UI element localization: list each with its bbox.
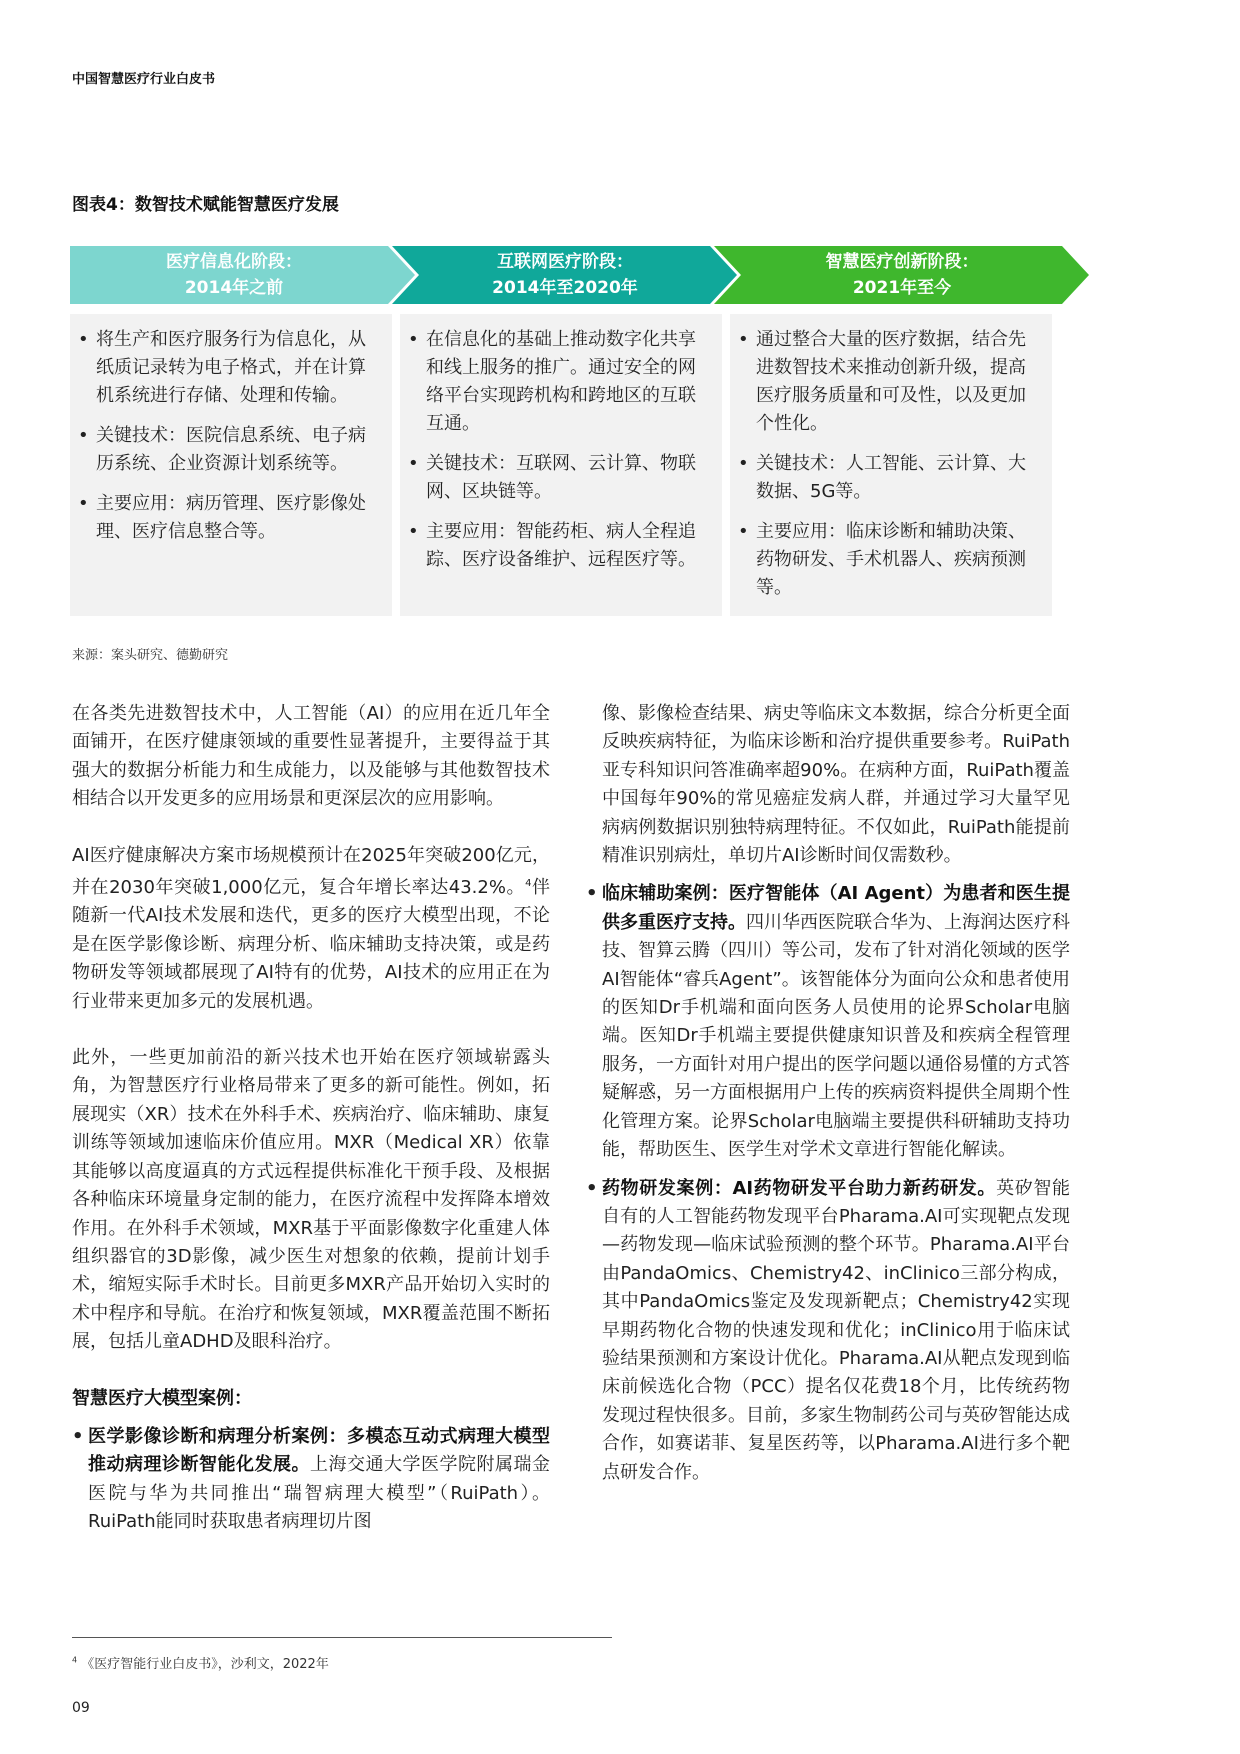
stage-3-details xyxy=(730,314,1052,616)
case-item-3 xyxy=(586,1175,1070,1487)
stage-2-label xyxy=(406,246,724,304)
stage-2-details xyxy=(400,314,722,616)
stage-3-label xyxy=(728,246,1076,304)
list-item: • 主要应用：临床诊断和辅助决策、药物研发、手术机器人、疾病预测等。 xyxy=(756,518,1042,602)
footnote-text: 《医疗智能行业白皮书》，沙利文，2022年 xyxy=(81,1657,329,1672)
figure-title: 图表4：数智技术赋能智慧医疗发展 xyxy=(72,195,339,215)
list-item: • 在信息化的基础上推动数字化共享和线上服务的推广。通过安全的网络平台实现跨机构和跨地区的互联互通。 xyxy=(426,326,712,438)
list-item: • 主要应用：病历管理、医疗影像处理、医疗信息整合等。 xyxy=(96,490,382,546)
footnote-ref: 4 xyxy=(525,878,532,890)
case-2-text: 四川华西医院联合华为、上海润达医疗科技、智算云腾（四川）等公司，发布了针对消化领域的医学AI智能体“睿兵Agent”。该智能体分为面向公众和患者使用的医知Dr手机端和面向医务人员使用的论界Scholar电脑端。医知Dr手机端主要提供健康知识普及和疾病全程管理服务，一方面针对用户提出的医学问题以通俗易懂的方式答疑解惑，另一方面根据用户上传的疾病资料提供全周期个性化管理方案。论界Scholar电脑端主要提供科研辅助支持功能，帮助医生、医学生对学术文章进行智能化解读。 xyxy=(602,911,1070,1161)
case-item-1 xyxy=(72,1423,550,1537)
list-item: • 关键技术：人工智能、云计算、大数据、5G等。 xyxy=(756,450,1042,506)
stage-3-name: 智慧医疗创新阶段： xyxy=(825,252,979,272)
page-number: 09 xyxy=(72,1700,90,1716)
paragraph-3: 此外，一些更加前沿的新兴技术也开始在医疗领域崭露头角，为智慧医疗行业格局带来了更多的新可能性。例如，拓展现实（XR）技术在外科手术、疾病治疗、临床辅助、康复训练等领域加速临床价值应用。MXR（Medical XR）依靠其能够以高度逼真的方式远程提供标准化干预手段、及根据各种临床环境量身定制的能力，在医疗流程中发挥降本增效作用。在外科手术领域，MXR基于平面影像数字化重建人体组织器官的3D影像，减少医生对想象的依赖，提前计划手术，缩短实际手术时长。目前更多MXR产品开始切入实时的术中程序和导航。在治疗和恢复领域，MXR覆盖范围不断拓展，包括儿童ADHD及眼科治疗。 xyxy=(72,1047,550,1353)
stage-1-period: 2014年之前 xyxy=(184,278,284,298)
footnote-number: 4 xyxy=(72,1655,78,1665)
list-item: • 关键技术：互联网、云计算、物联网、区块链等。 xyxy=(426,450,712,506)
case-item-2 xyxy=(586,880,1070,1164)
case-1-title: 医学影像诊断和病理分析案例：多模态互动式病理大模型推动病理诊断智能化发展。 xyxy=(88,1425,550,1476)
stage-1-label xyxy=(70,246,398,304)
stage-2-name: 互联网医疗阶段： xyxy=(497,252,633,272)
footnote xyxy=(72,1653,329,1672)
stage-1-details xyxy=(70,314,392,616)
list-item: • 主要应用：智能药柜、病人全程追踪、医疗设备维护、远程医疗等。 xyxy=(426,518,712,574)
right-column xyxy=(586,700,1070,1497)
section-heading: 智慧医疗大模型案例： xyxy=(72,1387,252,1409)
case-1-continuation: 像、影像检查结果、病史等临床文本数据，综合分析更全面反映疾病特征，为临床诊断和治疗提供重要参考。RuiPath亚专科知识问答准确率超90%。在病种方面，RuiPath覆盖中国每年90%的常见癌症发病人群，并通过学习大量罕见病病例数据识别独特病理特征。不仅如此，RuiPath能提前精准识别病灶，单切片AI诊断时间仅需数秒。 xyxy=(602,703,1070,867)
document-title: 中国智慧医疗行业白皮书 xyxy=(72,72,216,87)
list-item: • 关键技术：医院信息系统、电子病历系统、企业资源计划系统等。 xyxy=(96,422,382,478)
paragraph-2-text: AI医疗健康解决方案市场规模预计在2025年突破200亿元，并在2030年突破1,000亿元，复合年增长率达43.2%。 xyxy=(72,844,550,899)
stage-2-period: 2014年至2020年 xyxy=(492,278,638,298)
stage-banner xyxy=(70,246,1090,304)
stage-3-period: 2021年至今 xyxy=(852,278,952,298)
case-3-text: 英矽智能自有的人工智能药物发现平台Pharama.AI可实现靶点发现—药物发现—临床试验预测的整个环节。Pharama.AI平台由PandaOmics、Chemistry42、inClinico三部分构成，其中PandaOmics鉴定及发现新靶点；Chemistry42实现早期药物化合物的快速发现和优化；inClinico用于临床试验结果预测和方案设计优化。Pharama.AI从靶点发现到临床前候选化合物（PCC）提名仅花费18个月，比传统药物发现过程快很多。目前，多家生物制药公司与英矽智能达成合作，如赛诺菲、复星医药等，以Pharama.AI进行多个靶点研发合作。 xyxy=(602,1177,1070,1483)
case-1-text: 上海交通大学医学院附属瑞金医院与华为共同推出“瑞智病理大模型”（RuiPath）。RuiPath能同时获取患者病理切片图 xyxy=(88,1454,550,1533)
list-item: • 将生产和医疗服务行为信息化，从纸质记录转为电子格式，并在计算机系统进行存储、处理和传输。 xyxy=(96,326,382,410)
case-3-title: 药物研发案例：AI药物研发平台助力新药研发。 xyxy=(602,1177,997,1199)
figure-source: 来源：案头研究、德勤研究 xyxy=(72,648,229,663)
list-item: • 通过整合大量的医疗数据，结合先进数智技术来推动创新升级，提高医疗服务质量和可及性，以及更加个性化。 xyxy=(756,326,1042,438)
paragraph-2 xyxy=(72,842,550,1016)
left-column xyxy=(72,700,550,1547)
footnote-divider xyxy=(72,1637,612,1638)
case-2-title: 临床辅助案例：医疗智能体（AI Agent）为患者和医生提供多重医疗支持。 xyxy=(602,883,1070,933)
paragraph-1: 在各类先进数智技术中，人工智能（AI）的应用在近几年全面铺开，在医疗健康领域的重要性显著提升，主要得益于其强大的数据分析能力和生成能力，以及能够与其他数智技术相结合以开发更多的应用场景和更深层次的应用影响。 xyxy=(72,703,550,810)
paragraph-2-cont: 伴随新一代AI技术发展和迭代，更多的医疗大模型出现，不论是在医学影像诊断、病理分析、临床辅助支持决策，或是药物研发等领域都展现了AI特有的优势，AI技术的应用正在为行业带来更加多元的发展机遇。 xyxy=(72,877,550,1012)
stage-1-name: 医疗信息化阶段： xyxy=(166,252,302,272)
